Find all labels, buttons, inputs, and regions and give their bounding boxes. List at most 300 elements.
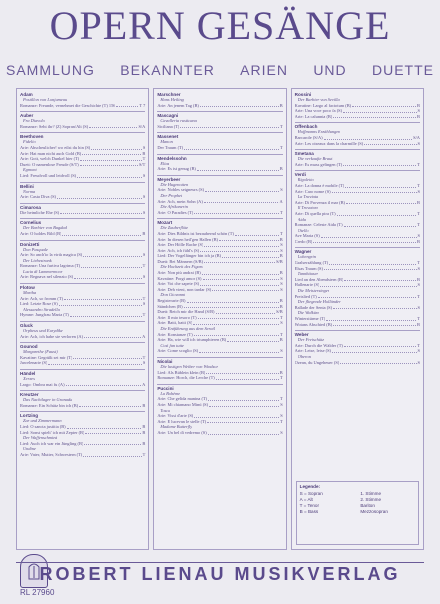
voice-label: S xyxy=(417,359,420,365)
leader-dots xyxy=(184,307,279,308)
item-title: Der Traum (T) xyxy=(157,144,184,150)
voice-label: B xyxy=(279,236,283,242)
voice-label: S xyxy=(142,172,146,178)
voice-label: T xyxy=(279,331,283,337)
item-title: Lied: Auch ich war ein Jüngling (B) xyxy=(20,440,84,446)
leader-dots xyxy=(180,127,279,128)
leader-dots xyxy=(343,165,416,166)
voice-label: B xyxy=(279,166,283,172)
leader-dots xyxy=(344,226,417,227)
item-title: Arie: O Paradies (T) xyxy=(157,209,194,215)
composer-heading: Mozart xyxy=(157,218,282,225)
item-title: Romanze: Seht ihr? (Z) Sopran/Alt (S) xyxy=(20,123,89,129)
item-title: Der Barbier von Bagdad xyxy=(23,225,67,231)
item-title: Arie: Regnava nel silenzio (S) xyxy=(20,274,74,280)
leader-dots xyxy=(212,290,279,291)
item-title: Madame Butterfly xyxy=(160,424,193,430)
leader-dots xyxy=(79,406,141,407)
item-title: Arie: Gott, welch Dunkel hier (T) xyxy=(20,156,80,162)
item-title: Romanze: Ein Schütz bin ich (B) xyxy=(20,402,79,408)
voice-label: T xyxy=(279,123,283,129)
composer-heading: Bellini xyxy=(20,182,145,189)
item-title: Hymne: Jungfrau Maria (T) xyxy=(20,312,69,318)
voice-label: S xyxy=(417,282,420,288)
item-title: Die Zauberflöte xyxy=(160,225,189,231)
leader-dots xyxy=(216,379,279,380)
leader-dots xyxy=(206,373,278,374)
leader-dots xyxy=(346,203,416,204)
voice-label: T xyxy=(142,156,146,162)
list-item xyxy=(20,231,145,237)
item-title: Romanze: Freunde, vernehmet die Geschichte (T) 156 xyxy=(20,102,116,108)
list-item xyxy=(295,360,420,366)
leader-dots xyxy=(222,257,279,258)
leader-dots xyxy=(333,308,416,309)
voice-label: B xyxy=(142,230,146,236)
list-item xyxy=(157,145,282,151)
composer-heading: Nicolai xyxy=(157,357,282,364)
legend-entry: A = Alt xyxy=(299,497,313,502)
item-title: Lied: Als Büblein klein (B) xyxy=(157,369,206,375)
item-title: Gralserzählung (T) xyxy=(294,260,329,266)
voice-label: T xyxy=(417,293,420,299)
voice-label: B xyxy=(279,303,283,309)
item-title: Arie: Abscheulicher! wo eilst du hin (S) xyxy=(20,144,91,150)
legend-column xyxy=(300,491,355,515)
item-title: Die Meistersinger xyxy=(297,288,330,294)
voice-label: S xyxy=(280,401,283,407)
voice-label: S/T xyxy=(138,161,146,167)
leader-dots xyxy=(344,346,416,347)
list-item xyxy=(295,239,420,245)
item-title: Oberon xyxy=(297,353,311,359)
leader-dots xyxy=(337,215,417,216)
leader-dots xyxy=(200,106,279,107)
item-title: Der Freischütz xyxy=(297,337,324,343)
item-title: Arie: Come scoglio (S) xyxy=(157,348,199,354)
composer-heading: Auber xyxy=(20,111,145,118)
leader-dots xyxy=(116,106,138,107)
leader-dots xyxy=(200,251,279,252)
item-title: Otello xyxy=(297,227,309,233)
leader-dots xyxy=(80,160,141,161)
voice-label: S xyxy=(142,209,146,215)
item-title: Arie: Di Provenza il mar (B) xyxy=(294,199,346,205)
leader-dots xyxy=(204,246,279,247)
composer-heading: Beethoven xyxy=(20,132,145,139)
item-title: Arie: La donna è mobile (T) xyxy=(294,182,345,188)
voice-label: B xyxy=(417,113,420,119)
voice-label: B xyxy=(142,402,146,408)
footer-rule xyxy=(16,562,424,563)
composer-heading: Gounod xyxy=(20,342,145,349)
voice-label: T xyxy=(417,161,420,167)
item-title: Rigoletto xyxy=(297,177,314,183)
item-title: Ave Maria (S) xyxy=(294,233,320,239)
item-title: La Bohème xyxy=(160,390,181,396)
leader-dots xyxy=(193,324,279,325)
voice-label: B xyxy=(142,429,146,435)
voice-label: S/A xyxy=(413,134,420,140)
item-title: Arie: Casta Diva (S) xyxy=(20,194,56,200)
item-title: Hallenarie (S) xyxy=(294,282,320,288)
composer-heading: Flotow xyxy=(20,283,145,290)
voice-label: T xyxy=(142,263,146,269)
contents-column xyxy=(16,88,149,550)
voice-label: T xyxy=(279,418,283,424)
leader-dots xyxy=(81,267,141,268)
leader-dots xyxy=(209,406,279,407)
item-title: Arie: Les oiseaux dans la charmille (S) xyxy=(294,140,364,146)
voice-label: S xyxy=(280,242,283,248)
voice-label: S xyxy=(280,275,283,281)
leader-dots xyxy=(57,198,142,199)
item-title: Winterstürme (T) xyxy=(294,316,326,321)
composer-heading: Cornelius xyxy=(20,218,145,225)
item-title: Ballade der Senta (S) xyxy=(294,304,333,310)
voice-label: S xyxy=(142,274,146,280)
item-title: Arie: Mi chiamano Mimì (S) xyxy=(157,401,209,407)
leader-dots xyxy=(60,213,142,214)
voice-label: S xyxy=(280,348,283,354)
item-title: Arie: Una voce poco fa (S) xyxy=(294,108,343,114)
item-title: Don Giovanni xyxy=(160,292,186,298)
voice-label: T xyxy=(417,182,420,188)
legend-entry: Mezzosopran xyxy=(360,509,388,514)
item-title: Die Afrikanerin xyxy=(160,204,188,210)
legend-title: Legende: xyxy=(299,484,321,489)
composer-heading: Donizetti xyxy=(20,240,145,247)
item-title: Arie: O holdes Bild (B) xyxy=(20,230,62,236)
leader-dots xyxy=(187,302,279,303)
voice-label: S xyxy=(280,247,283,253)
leader-dots xyxy=(324,139,413,140)
composer-heading: Smetana xyxy=(295,149,420,156)
voice-label: S xyxy=(280,187,283,193)
item-title: Kavatine: Gegrüßt sei mir (T) xyxy=(20,354,73,360)
list-item xyxy=(157,348,282,354)
subtitle-word: UND xyxy=(313,62,347,78)
legend-entry: 2. Stimme xyxy=(360,497,382,502)
list-item xyxy=(157,430,282,436)
catalog-number: RL 27960 xyxy=(20,588,55,597)
item-title: Arie: Konstanze (T) xyxy=(157,331,193,337)
item-title: Arie: Che gelida manina (T) xyxy=(157,396,208,402)
voice-label: T xyxy=(279,144,283,150)
item-title: Egmont xyxy=(23,167,37,173)
leader-dots xyxy=(194,335,279,336)
item-title: Romanze: Horch, die Lerche (T) xyxy=(157,375,215,381)
item-title: Arie: Ach, ich fühl's (S) xyxy=(157,247,200,253)
item-title: Preislied (T) xyxy=(294,293,317,299)
voice-label: T xyxy=(279,230,283,236)
leader-dots xyxy=(194,417,279,418)
item-title: Arie: Vater, Mutter, Schwestern (T) xyxy=(20,451,83,457)
voice-label: B xyxy=(279,337,283,343)
list-item xyxy=(20,194,145,200)
leader-dots xyxy=(83,256,142,257)
voice-label: T xyxy=(142,312,146,318)
list-item xyxy=(20,452,145,458)
list-item xyxy=(20,382,145,388)
leader-dots xyxy=(313,242,416,243)
item-title: Così fan tutte xyxy=(160,342,184,348)
leader-dots xyxy=(59,305,142,306)
item-title: Lied: Letzte Rose (S) xyxy=(20,301,58,307)
leader-dots xyxy=(73,358,141,359)
voice-label: S/B xyxy=(276,258,283,264)
leader-dots xyxy=(83,456,141,457)
leader-dots xyxy=(197,170,279,171)
item-title: Ozean, du Ungeheuer (S) xyxy=(294,359,340,365)
leader-dots xyxy=(216,313,276,314)
list-item xyxy=(157,375,282,381)
item-title: Arie: Ach, mein Sohn (A) xyxy=(157,198,203,204)
item-title: Juwelenarie (S) xyxy=(20,360,48,366)
page-title: OPERN GESÄNGE xyxy=(49,3,391,48)
composer-heading: Weber xyxy=(295,330,420,337)
item-title: Arie: Ha, wie will ich triumphieren (B) xyxy=(157,337,227,343)
leader-dots xyxy=(198,318,279,319)
voice-label: S xyxy=(417,233,420,239)
item-title: Wotans Abschied (B) xyxy=(294,321,333,327)
contents-grid xyxy=(16,88,424,548)
item-title: Hoffmanns Erzählungen xyxy=(297,129,341,135)
item-title: Arie: Caro nome (S) xyxy=(294,188,331,194)
leader-dots xyxy=(67,428,142,429)
footer xyxy=(0,548,440,604)
item-title: Arie: An jenem Tag (B) xyxy=(157,102,199,108)
item-title: Arie: Vissi d'arte (S) xyxy=(157,413,194,419)
legend-entry: S = Sopran xyxy=(299,491,323,496)
voice-label: S xyxy=(417,108,420,114)
leader-dots xyxy=(202,274,279,275)
voice-label: T xyxy=(142,295,146,301)
voice-label: B xyxy=(279,369,283,375)
item-title: Arie: Il mio tesoro (T) xyxy=(157,314,197,320)
leader-dots xyxy=(227,341,279,342)
item-title: Fidelio xyxy=(23,139,36,145)
item-title: Arie: Dies Bildnis ist bezaubernd schön (T) xyxy=(157,230,234,236)
leader-dots xyxy=(208,434,279,435)
leader-dots xyxy=(64,299,142,300)
item-title: Der Liebestrank xyxy=(23,257,52,263)
voice-label: T xyxy=(417,316,420,321)
composer-heading: Rossini xyxy=(294,92,312,97)
leader-dots xyxy=(91,149,142,150)
leader-dots xyxy=(343,112,416,113)
voice-label: S xyxy=(142,252,146,258)
item-title: Kavatine: Largo al factotum (B) xyxy=(294,102,352,108)
leader-dots xyxy=(84,444,141,445)
voice-label: T xyxy=(279,314,283,320)
item-title: Hans Heiling xyxy=(160,97,184,102)
leader-dots xyxy=(324,269,417,270)
list-item xyxy=(295,322,420,328)
composer-heading: Cimarosa xyxy=(20,203,145,210)
voice-label: B xyxy=(279,253,283,259)
item-title: Aida xyxy=(297,216,306,222)
voice-label: B xyxy=(279,298,283,304)
voice-label: S/B xyxy=(276,309,283,315)
list-item xyxy=(20,360,145,366)
item-title: Das Nachtlager in Granada xyxy=(23,397,73,403)
item-title: Duett: Reich mir die Hand (S/B) xyxy=(157,309,215,315)
list-item xyxy=(157,166,282,172)
voice-label: S xyxy=(142,360,146,366)
item-title: Manon xyxy=(160,139,173,145)
voice-label: B xyxy=(417,102,420,108)
leader-dots xyxy=(205,191,279,192)
list-item xyxy=(295,114,420,120)
item-title: Arie: Hat man nicht auch Gold (B) xyxy=(20,150,82,156)
item-title: Arie: Batti, batti (S) xyxy=(157,320,193,326)
item-title: Arie: Voi che sapete (S) xyxy=(157,281,200,287)
item-title: Il Trovatore xyxy=(297,205,319,211)
item-title: Undine xyxy=(23,446,36,452)
voice-label: A xyxy=(142,333,146,339)
contents-column xyxy=(153,88,286,550)
voice-label: S xyxy=(142,194,146,200)
leader-dots xyxy=(199,352,279,353)
list-item xyxy=(20,334,145,340)
item-title: La Traviata xyxy=(297,194,319,200)
item-title: Elias xyxy=(160,160,170,166)
item-title: Credo (B) xyxy=(294,238,313,244)
item-title: Orpheus und Eurydike xyxy=(23,328,63,334)
voice-label: B xyxy=(417,321,420,327)
item-title: Die Walküre xyxy=(297,310,320,316)
voice-label: B xyxy=(417,199,420,205)
list-item xyxy=(20,274,145,280)
leader-dots xyxy=(320,286,416,287)
composer-heading: Adam xyxy=(20,92,33,97)
item-title: Arie: Un bel dì vedremo (S) xyxy=(157,429,207,435)
list-item xyxy=(20,103,145,109)
item-title: Tannhäuser xyxy=(297,271,319,277)
item-title: Arie: Di quella pira (T) xyxy=(294,210,336,216)
item-title: Alessandro Stradella xyxy=(23,306,60,312)
leader-dots xyxy=(70,316,142,317)
voice-label: B xyxy=(142,440,146,446)
list-item xyxy=(295,141,420,147)
item-title: Die heimliche Ehe (S) xyxy=(20,209,60,215)
leader-dots xyxy=(77,177,142,178)
subtitle-word: SAMMLUNG xyxy=(6,62,95,78)
leader-dots xyxy=(364,144,416,145)
voice-label: S xyxy=(417,265,420,271)
item-title: Martha xyxy=(23,290,37,296)
composer-heading: Wagner xyxy=(295,247,420,254)
composer-heading: Massenet xyxy=(157,132,282,139)
voice-label: B xyxy=(417,276,420,282)
composer-heading: Lortzing xyxy=(20,411,145,418)
leader-dots xyxy=(333,117,416,118)
item-title: Lied: Der Vogelfänger bin ich ja (B) xyxy=(157,253,222,259)
item-title: Romanze: Una furtiva lagrima (T) xyxy=(20,263,81,269)
item-title: Arie: So anch'io la virtù magica (S) xyxy=(20,252,83,258)
item-title: Zar und Zimmermann xyxy=(23,418,62,424)
item-title: Arie: Non più andrai (B) xyxy=(157,270,201,276)
leader-dots xyxy=(321,237,417,238)
subtitle-word: DUETTE xyxy=(372,62,434,78)
leader-dots xyxy=(74,278,142,279)
voice-label: T xyxy=(417,210,420,216)
list-item xyxy=(157,210,282,216)
item-title: Arie: Ach, ich habe sie verloren (A) xyxy=(20,333,84,339)
composer-heading: Händel xyxy=(20,369,145,376)
item-title: Lied: Freudvoll und leidvoll (S) xyxy=(20,172,77,178)
item-title: Duett: O namenlose Freude (S/T) xyxy=(20,161,79,167)
item-title: Arie: Deh vieni, non tardar (S) xyxy=(157,286,212,292)
item-title: Barcarole (S/A) xyxy=(294,134,323,140)
voice-label: S xyxy=(417,140,420,146)
item-title: Xerxes xyxy=(23,376,35,381)
item-title: Arie: Es ist genug (B) xyxy=(157,166,196,172)
leader-dots xyxy=(344,280,416,281)
item-title: Margarethe (Faust) xyxy=(23,349,58,355)
leader-dots xyxy=(333,325,416,326)
leader-dots xyxy=(318,297,417,298)
composer-heading: Kreutzer xyxy=(20,390,145,397)
voice-label: T xyxy=(417,342,420,348)
leader-dots xyxy=(352,106,416,107)
item-title: Arie: Ach, so fromm (T) xyxy=(20,295,64,301)
header xyxy=(0,0,440,88)
item-title: Lied: Sonst spielt' ich mit Zepter (B) xyxy=(20,429,85,435)
item-title: Arie: In diesen heil'gen Hallen (B) xyxy=(157,236,218,242)
leader-dots xyxy=(345,187,416,188)
item-title: Die Hochzeit des Figaro xyxy=(160,264,204,270)
list-item xyxy=(20,210,145,216)
composer-heading: Verdi xyxy=(295,170,420,177)
leader-dots xyxy=(208,400,279,401)
subtitle-word: BEKANNTER xyxy=(120,62,215,78)
list-item xyxy=(20,312,145,318)
voice-label: S xyxy=(417,348,420,354)
leader-dots xyxy=(184,149,279,150)
item-title: Don Pasquale xyxy=(23,246,48,252)
item-title: Die verkaufte Braut xyxy=(297,156,333,162)
leader-dots xyxy=(204,262,275,263)
composer-heading: Puccini xyxy=(157,384,282,391)
leader-dots xyxy=(194,213,279,214)
item-title: Der Barbier von Sevilla xyxy=(297,97,340,102)
leader-dots xyxy=(329,264,416,265)
item-title: Fra Diavolo xyxy=(23,118,45,124)
composer-heading: Mendelssohn xyxy=(157,154,282,161)
legend-column xyxy=(360,491,415,515)
voice-label: T xyxy=(142,354,146,360)
voice-label: S xyxy=(280,281,283,287)
leader-dots xyxy=(48,364,141,365)
leader-dots xyxy=(204,202,279,203)
leader-dots xyxy=(80,165,138,166)
voice-label: T xyxy=(279,209,283,215)
list-item xyxy=(295,162,420,168)
item-title: Siciliana (T) xyxy=(157,123,180,129)
voice-label: B xyxy=(142,150,146,156)
leader-dots xyxy=(207,422,279,423)
leader-dots xyxy=(332,192,417,193)
leader-dots xyxy=(203,279,280,280)
composer-heading: Offenbach xyxy=(295,122,420,129)
voice-label: T xyxy=(417,222,420,228)
list-item xyxy=(20,403,145,409)
leader-dots xyxy=(200,285,279,286)
list-item xyxy=(20,173,145,179)
legend-entry: 1. Stimme xyxy=(360,491,382,496)
